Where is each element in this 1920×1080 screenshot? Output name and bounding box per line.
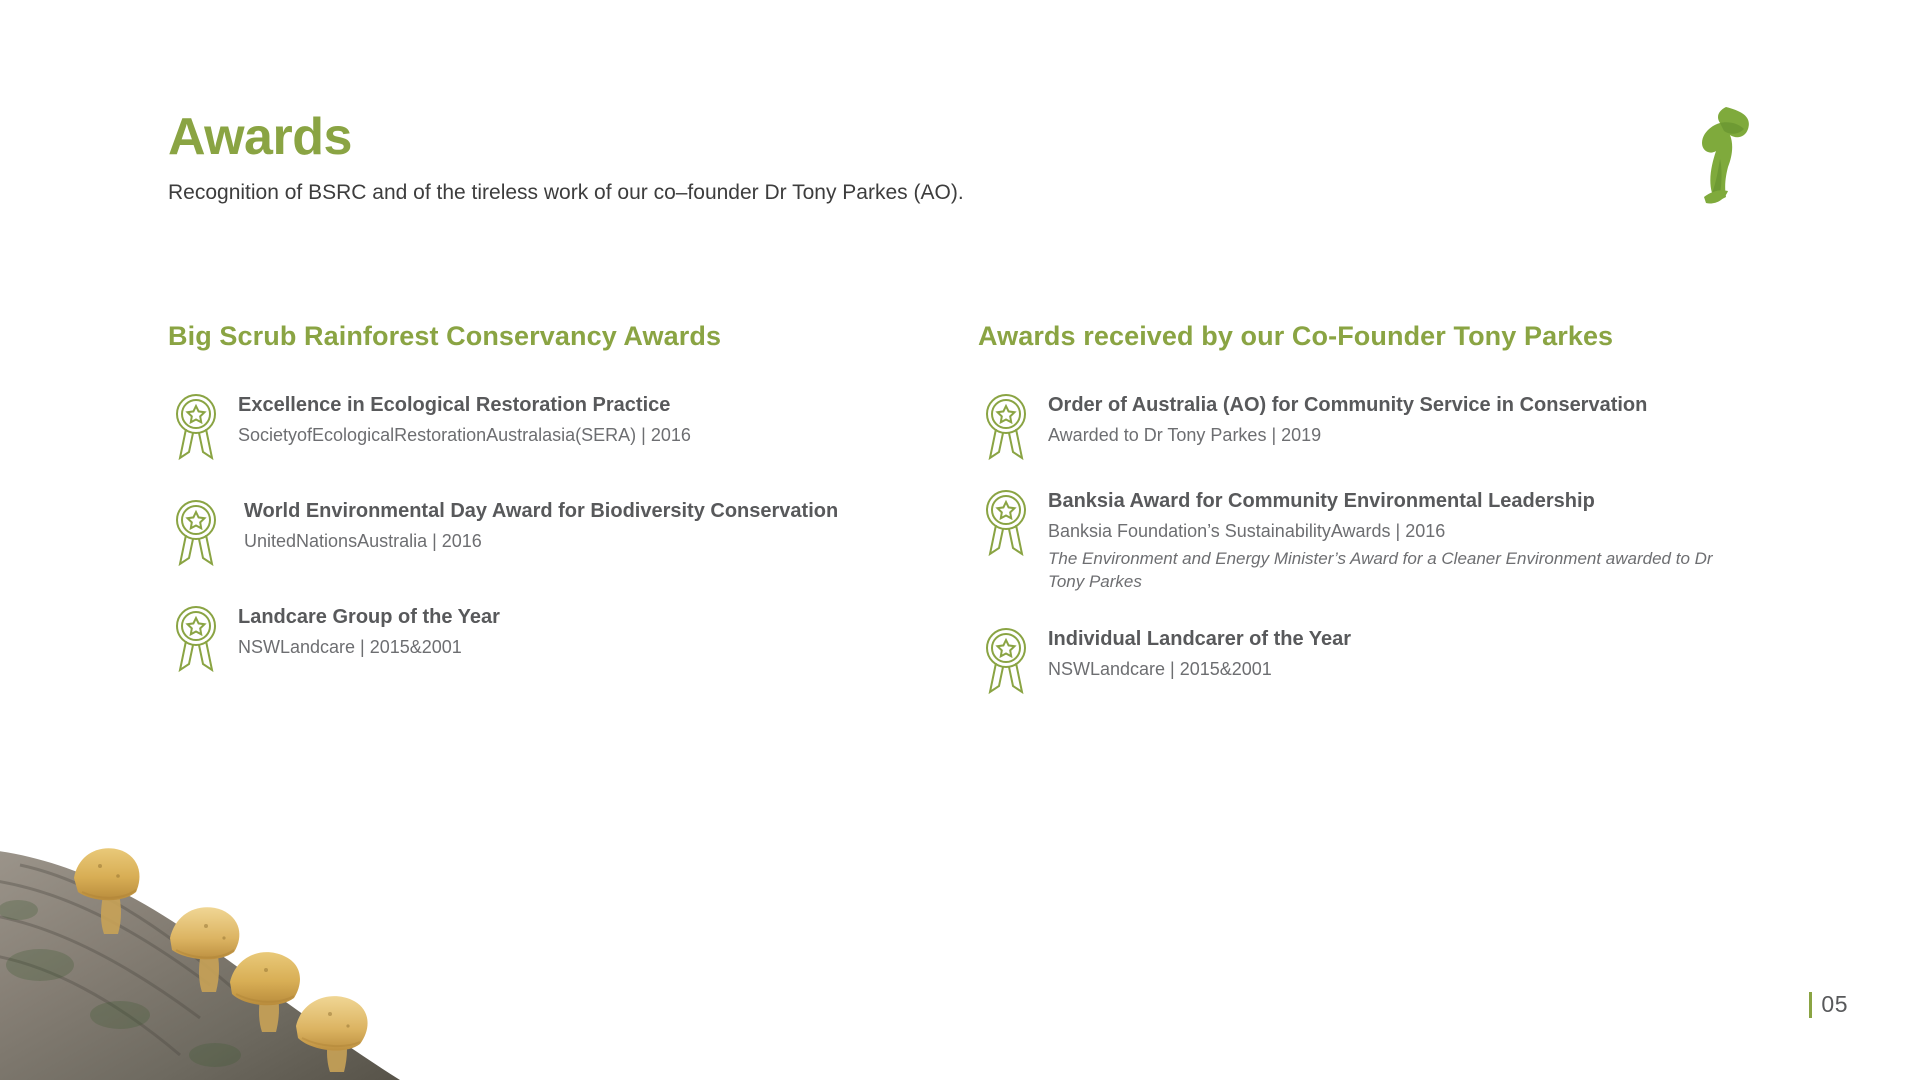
page-number-accent-bar [1809, 992, 1812, 1018]
ribbon-award-icon [168, 388, 224, 462]
award-name: Banksia Award for Community Environmental Leadership [1048, 490, 1595, 513]
ribbon-award-icon [978, 484, 1034, 558]
award-body [238, 492, 838, 553]
slide-header [168, 110, 1368, 207]
award-note: The Environment and Energy Minister’s Award for a Cleaner Environment awarded to Dr Tony Parkes [1048, 548, 1713, 592]
ribbon-award-icon [168, 600, 224, 674]
award-name: Landcare Group of the Year [238, 606, 500, 629]
column-bsrc-awards [168, 320, 978, 720]
list-item [168, 598, 978, 672]
list-item [978, 620, 1788, 694]
award-name: Order of Australia (AO) for Community Service in Conservation [1048, 394, 1648, 417]
ribbon-award-icon [978, 622, 1034, 696]
award-body [1048, 482, 1748, 594]
award-body [1048, 386, 1647, 447]
award-meta: NSWLandcare | 2015&2001 [238, 637, 462, 658]
awards-columns [168, 320, 1788, 720]
page-subtitle: Recognition of BSRC and of the tireless work of our co–founder Dr Tony Parkes (AO). [168, 180, 964, 204]
ribbon-award-icon [978, 388, 1034, 462]
award-meta: UnitedNationsAustralia | 2016 [244, 531, 482, 552]
award-list [978, 386, 1788, 720]
award-name: Individual Landcarer of the Year [1048, 628, 1352, 651]
award-meta: Banksia Foundation’s SustainabilityAwards | 2016 [1048, 521, 1446, 542]
ribbon-award-icon [168, 494, 224, 568]
award-name: Excellence in Ecological Restoration Practice [238, 394, 671, 417]
page-number-label: 05 [1821, 991, 1848, 1017]
list-item [168, 492, 978, 566]
award-name: World Environmental Day Award for Biodiversity Conservation [244, 500, 839, 523]
page-number [1809, 991, 1848, 1018]
award-meta: NSWLandcare | 2015&2001 [1048, 659, 1272, 680]
award-meta: SocietyofEcologicalRestorationAustralasia(SERA) | 2016 [238, 425, 691, 446]
award-list [168, 386, 978, 698]
page-title: Awards [168, 108, 352, 166]
list-item [978, 482, 1788, 594]
log-with-fungi-photo [0, 750, 470, 1080]
award-body [238, 598, 500, 659]
leaf-icon [1690, 105, 1760, 215]
award-body [1048, 620, 1351, 681]
list-item [168, 386, 978, 460]
column-tony-parkes-awards [978, 320, 1788, 720]
list-item [978, 386, 1788, 460]
column-heading: Big Scrub Rainforest Conservancy Awards [168, 321, 722, 351]
award-meta: Awarded to Dr Tony Parkes | 2019 [1048, 425, 1322, 446]
award-body [238, 386, 691, 447]
column-heading: Awards received by our Co-Founder Tony Parkes [978, 321, 1614, 351]
